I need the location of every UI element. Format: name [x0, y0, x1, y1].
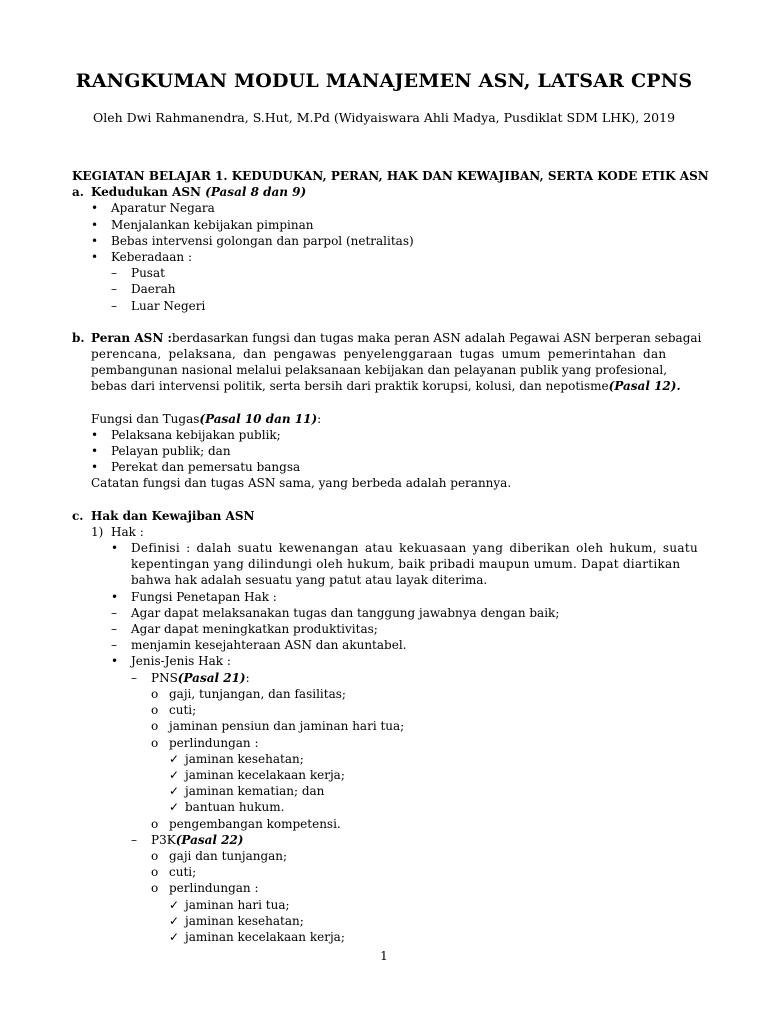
- list-item: o jaminan pensiun dan jaminan hari tua;: [151, 719, 405, 734]
- list-item: o gaji, tunjangan, dan fasilitas;: [151, 686, 346, 701]
- list-item: o pengembangan kompetensi.: [151, 816, 341, 831]
- paragraph-line: bebas dari intervensi politik, serta bersih dari praktik korupsi, kolusi, dan nepotisme (Pasal 12).: [91, 379, 681, 394]
- catatan-note: Catatan fungsi dan tugas ASN sama, yang berbeda adalah perannya.: [91, 476, 512, 491]
- check-item: ✓ jaminan kecelakaan kerja;: [169, 929, 345, 944]
- check-item: ✓ jaminan kesehatan;: [169, 751, 304, 766]
- check-item: ✓ jaminan kecelakaan kerja;: [169, 767, 345, 782]
- check-icon: ✓: [169, 784, 180, 799]
- sub-list-item: – Pusat: [111, 266, 165, 281]
- list-item: o cuti;: [151, 865, 197, 880]
- list-item: o gaji dan tunjangan;: [151, 848, 288, 863]
- list-item: • Pelayan publik; dan: [91, 444, 231, 459]
- author-byline: Oleh Dwi Rahmanendra, S.Hut, M.Pd (Widyaiswara Ahli Madya, Pusdiklat SDM LHK), 2019: [92, 110, 676, 125]
- page-number: 1: [380, 949, 388, 963]
- list-item: • Pelaksana kebijakan publik;: [91, 427, 281, 442]
- check-icon: ✓: [169, 913, 180, 928]
- sub-list-item: – Luar Negeri: [111, 298, 206, 313]
- paragraph-line: kepentingan yang dilindungi oleh hukum, baik pribadi maupun umum. Dapat diartikan: [131, 557, 681, 572]
- list-item: o cuti;: [151, 703, 197, 718]
- sub-list-item: – menjamin kesejahteraan ASN dan akuntabel.: [111, 638, 407, 653]
- sub-list-item: – Agar dapat meningkatkan produktivitas;: [111, 622, 378, 637]
- check-icon: ✓: [169, 751, 180, 766]
- check-icon: ✓: [169, 800, 180, 815]
- list-item: • Keberadaan :: [91, 250, 192, 265]
- section-b-title: b. Peran ASN : berdasarkan fungsi dan tugas maka peran ASN adalah Pegawai ASN berperan sebagai: [72, 330, 702, 345]
- paragraph-line: perencana, pelaksana, dan pengawas penyelenggaraan tugas umum pemerintahan dan: [91, 347, 667, 362]
- fungsi-tugas-label: Fungsi dan Tugas (Pasal 10 dan 11) :: [91, 411, 322, 426]
- p3k-label: – P3K (Pasal 22): [131, 832, 244, 847]
- check-item: ✓ bantuan hukum.: [169, 800, 285, 815]
- hak-heading: 1) Hak :: [91, 524, 144, 539]
- check-icon: ✓: [169, 929, 180, 944]
- check-item: ✓ jaminan kematian; dan: [169, 784, 325, 799]
- list-item: • Aparatur Negara: [91, 201, 215, 216]
- list-item: • Perekat dan pemersatu bangsa: [91, 460, 301, 475]
- paragraph-line: bahwa hak adalah sesuatu yang patut atau layak diterima.: [131, 573, 488, 588]
- document-body: [72, 168, 709, 945]
- document-title: RANGKUMAN MODUL MANAJEMEN ASN, LATSAR CPNS: [75, 70, 693, 92]
- section-a-title: a. Kedudukan ASN (Pasal 8 dan 9): [72, 185, 307, 200]
- check-icon: ✓: [169, 897, 180, 912]
- sub-list-item: – Agar dapat melaksanakan tugas dan tanggung jawabnya dengan baik;: [111, 605, 560, 620]
- section-c-title: c. Hak dan Kewajiban ASN: [72, 508, 255, 523]
- list-item: • Fungsi Penetapan Hak :: [111, 589, 277, 604]
- check-item: ✓ jaminan kesehatan;: [169, 913, 304, 928]
- sub-list-item: – Daerah: [111, 282, 176, 297]
- list-item: • Jenis-Jenis Hak :: [111, 654, 231, 669]
- check-item: ✓ jaminan hari tua;: [169, 897, 290, 912]
- paragraph-line: pembangunan nasional melalui pelaksanaan kebijakan dan pelayanan publik yang profesional,: [91, 363, 668, 378]
- list-item: o perlindungan :: [151, 881, 259, 896]
- section-heading: KEGIATAN BELAJAR 1. KEDUDUKAN, PERAN, HAK DAN KEWAJIBAN, SERTA KODE ETIK ASN: [72, 169, 709, 183]
- list-item: • Bebas intervensi golongan dan parpol (netralitas): [91, 233, 414, 248]
- list-item: o perlindungan :: [151, 735, 259, 750]
- list-item: • Menjalankan kebijakan pimpinan: [91, 217, 314, 232]
- check-icon: ✓: [169, 767, 180, 782]
- list-item: • Definisi : dalah suatu kewenangan atau kekuasaan yang diberikan oleh hukum, suatu: [111, 541, 699, 556]
- pns-label: – PNS (Pasal 21) :: [131, 670, 250, 685]
